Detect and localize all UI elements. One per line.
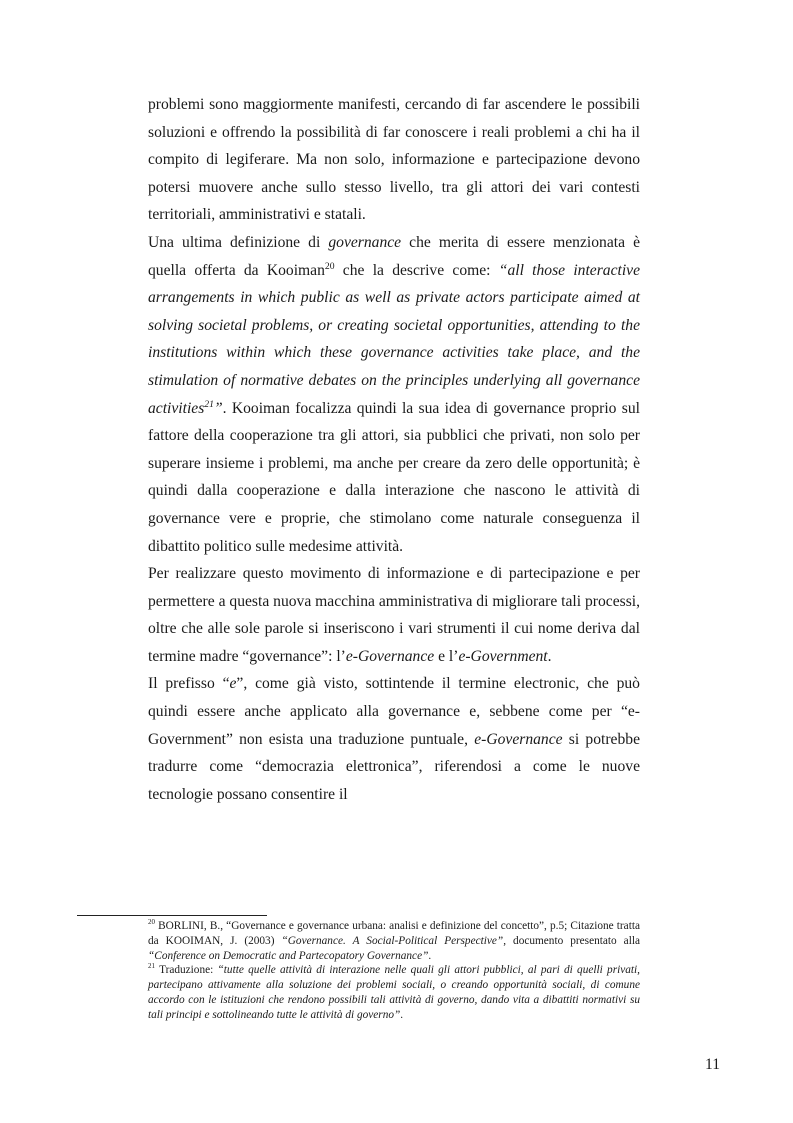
text-run: problemi sono maggiormente manifesti, cercando di far ascendere le possibili soluzioni e offrendo la possibilità di far conoscere i reali problemi a chi ha il compito di legiferare. Ma non solo, informazione e partecipazione devono potersi muovere anche sullo stesso livello, tra gli attori dei vari contesti territoriali, amministrativi e statali. (148, 96, 640, 224)
text-run: , documento presentato alla (503, 934, 640, 947)
text-run: e-Governance (474, 730, 563, 748)
text-run: BORLINI, B., “Governance e governance urbana: analisi e definizione del concetto”, p.5; Citazione tratta da KOOIMAN, J. (2003) (148, 920, 640, 947)
text-run: ”, come già visto, sottintende il termine electronic, che può quindi essere anche applicato alla governance e, sebbene come per “e-Government” non esista una traduzione puntuale, (148, 675, 640, 748)
text-run: Il prefisso “ (148, 675, 230, 693)
text-run: che merita di essere menzionata è quella offerta da Kooiman (148, 233, 640, 279)
text-run: . (547, 647, 552, 665)
paragraph-1 (148, 91, 640, 229)
footnote-ref: 20 (324, 260, 335, 272)
text-run: . (428, 949, 432, 962)
text-run: Una ultima definizione di (148, 233, 329, 251)
paragraph-3 (148, 560, 640, 670)
text-run: si potrebbe tradurre come “democrazia elettronica”, riferendosi a come le nuove tecnologie possano consentire il (148, 730, 640, 803)
text-run: ” (213, 399, 223, 417)
text-run: e l’ (434, 647, 459, 665)
paragraph-2 (148, 229, 640, 560)
text-run: e (229, 675, 237, 693)
footnote-ref: 21 (148, 962, 155, 971)
page-number: 11 (704, 1056, 720, 1073)
text-run: Per realizzare questo movimento di informazione e di partecipazione e per permettere a questa nuova macchina amministrativa di migliorare tali processi, oltre che alle sole parole si inseriscono i vari strumenti il cui nome deriva dal termine madre “governance”: l’ (148, 565, 640, 665)
text-run: . Kooiman focalizza quindi la sua idea di governance proprio sul fattore della cooperazione tra gli attori, sia pubblici che privati, non solo per superare insieme i problemi, ma anche per creare da zero delle opportunità; è quindi dalla cooperazione e dalla interazione che nascono le attività di governance vere e proprie, che stimolano come naturale conseguenza il dibattito politico sulle medesime attività. (148, 399, 640, 555)
footnote-separator (77, 915, 267, 916)
footnote-ref: 21 (204, 398, 214, 410)
footnote-2 (148, 963, 640, 1022)
text-run: “Governance. A Social-Political Perspective” (281, 934, 504, 947)
text-run: Traduzione: (155, 964, 218, 977)
text-run: governance (328, 233, 402, 251)
footnotes (148, 919, 640, 1023)
text-run: . (400, 1008, 404, 1021)
text-run: e-Government (458, 647, 548, 665)
text-run: “tutte quelle attività di interazione nelle quali gli attori pubblici, al pari di quelli privati, partecipano attivamente alla soluzione dei problemi sociali, o creando opportunità sociali, di comune accordo con le istituzioni che rendono possibili tali attività di governo, dando vita a dibattiti normativi su tali principi e sottolineando tutte le attività di governo” (148, 964, 641, 1021)
text-run: “Conference on Democratic and Partecopatory Governance” (148, 949, 429, 962)
body-text (148, 91, 640, 808)
text-run: che la descrive come: (334, 261, 499, 279)
text-run: e-Governance (345, 647, 435, 665)
paragraph-4 (148, 670, 640, 808)
footnote-1 (148, 919, 640, 963)
footnote-ref: 20 (148, 918, 155, 927)
text-run: “all those interactive arrangements in which public as well as private actors participate aimed at solving societal problems, or creating societal opportunities, attending to the institutions within which these governance activities take place, and the stimulation of normative debates on the principles underlying all governance activities (148, 261, 640, 417)
